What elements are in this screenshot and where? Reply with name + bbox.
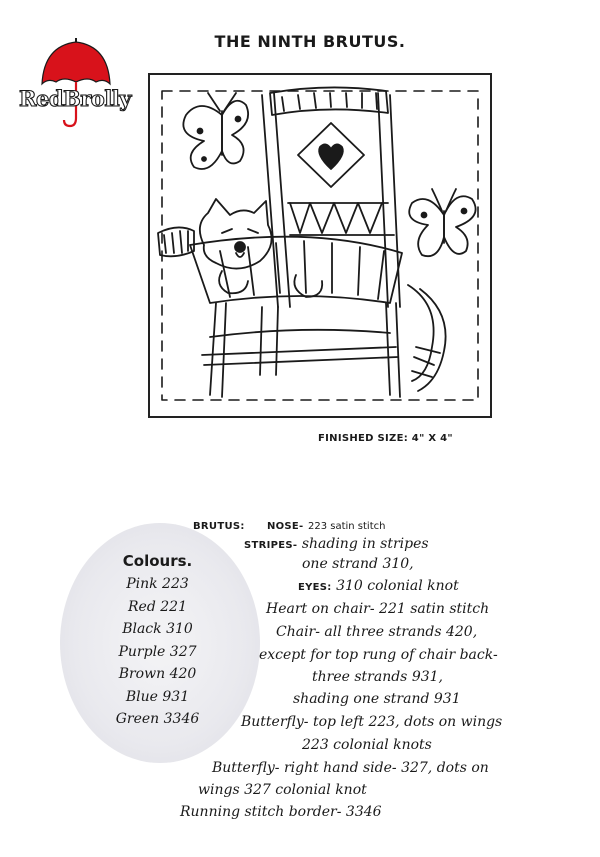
instruction-eyes (298, 578, 459, 594)
instruction-butterfly-right: Butterfly- right hand side- 327, dots on (212, 760, 489, 776)
colour-item: Green 3346 (115, 711, 200, 727)
instruction-except: except for top rung of chair back- (259, 647, 498, 663)
instruction-heart: Heart on chair- 221 satin stitch (266, 601, 490, 617)
colours-heading: Colours. (122, 552, 193, 570)
instruction-three-strands: three strands 931, (312, 669, 443, 685)
logo-text: RedBrolly (19, 86, 131, 111)
instruction-butterfly-left: Butterfly- top left 223, dots on wings (241, 714, 503, 730)
colour-item: Red 221 (128, 598, 187, 615)
cat-drawing (200, 199, 446, 391)
redbrolly-logo (14, 38, 136, 130)
instruction-shading: shading one strand 931 (293, 691, 461, 707)
colour-item: Purple 327 (118, 643, 197, 660)
instruction-stripes-2: one strand 310, (302, 556, 414, 572)
eyes-label: EYES: (298, 582, 332, 593)
stripes-text: shading in stripes (301, 536, 429, 552)
instruction-colonial-knots: 223 colonial knots (302, 737, 432, 753)
butterfly-right-drawing (409, 189, 475, 256)
colour-item: Blue 931 (125, 688, 190, 705)
colour-list (90, 573, 225, 731)
chair-drawing (158, 87, 402, 397)
finished-size-label: FINISHED SIZE: 4" X 4" (318, 433, 453, 444)
butterfly-top-left-drawing (183, 93, 248, 169)
stripes-label: STRIPES- (244, 540, 298, 551)
instruction-stripes (244, 536, 429, 552)
colour-item: Pink 223 (126, 576, 189, 592)
brutus-label: BRUTUS: (193, 521, 245, 532)
pattern-illustration (148, 73, 492, 418)
instruction-border: Running stitch border- 3346 (180, 804, 382, 820)
nose-label: NOSE- (266, 521, 304, 532)
umbrella-icon (14, 38, 136, 130)
instruction-wings: wings 327 colonial knot (198, 782, 367, 798)
nose-text: 223 satin stitch (307, 521, 386, 532)
eyes-text: 310 colonial knot (336, 578, 459, 594)
colour-item: Black 310 (122, 621, 193, 637)
colour-item: Brown 420 (118, 666, 197, 682)
instruction-nose (193, 517, 385, 533)
instruction-chair: Chair- all three strands 420, (276, 624, 478, 640)
page-title: THE NINTH BRUTUS. (214, 32, 406, 51)
